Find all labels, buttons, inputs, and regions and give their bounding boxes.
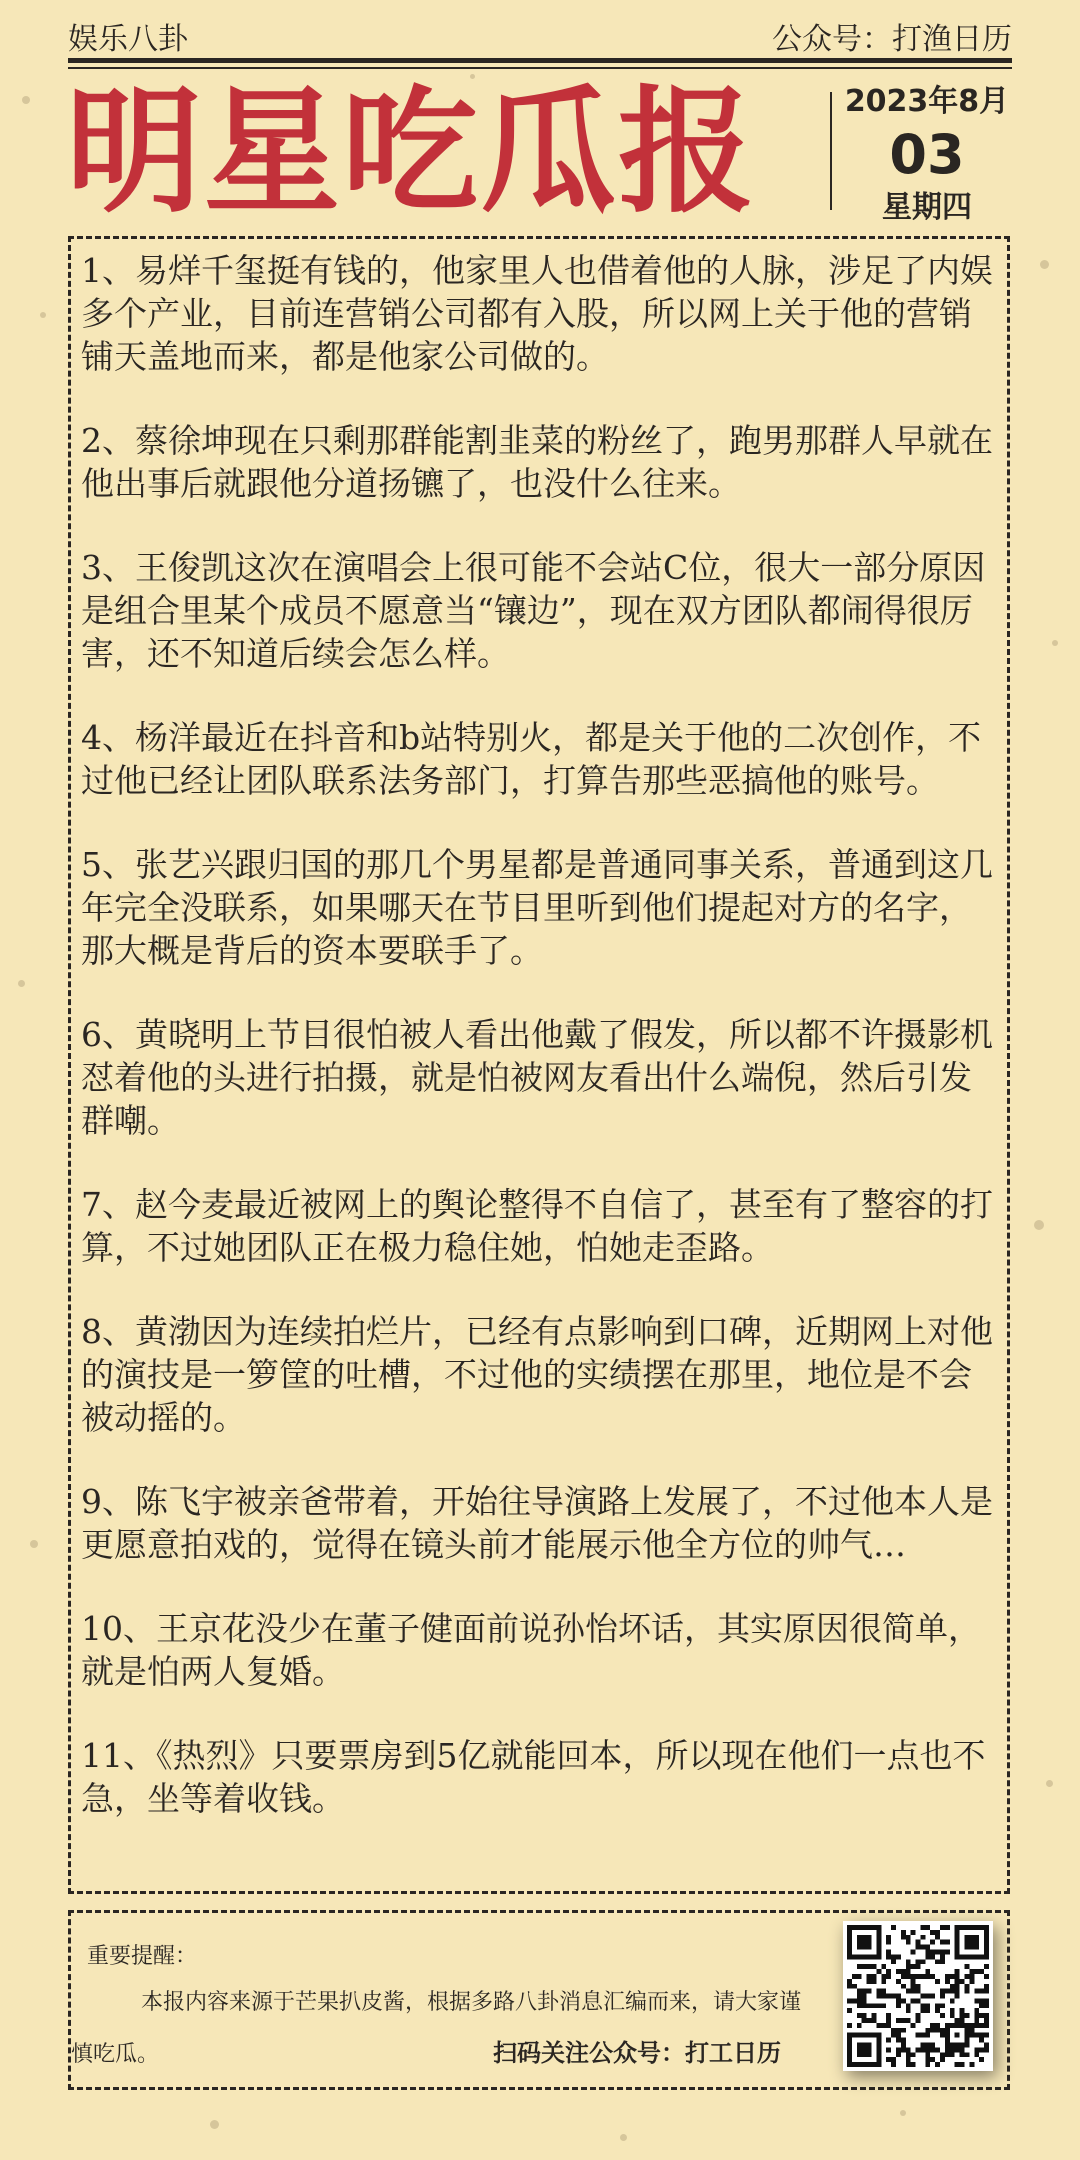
date-year-month: 2023年8月	[844, 84, 1010, 119]
news-list	[68, 236, 1010, 1894]
date-day: 03	[889, 123, 965, 186]
masthead-divider	[830, 92, 832, 210]
date-box	[842, 78, 1012, 228]
qr-code-icon[interactable]	[843, 1921, 993, 2071]
header-rule-thick	[68, 58, 1012, 63]
section-label: 娱乐八卦	[68, 22, 188, 57]
account-label: 公众号：打渔日历	[772, 22, 1012, 57]
news-item: 5、张艺兴跟归国的那几个男星都是普通同事关系，普通到这几年完全没联系，如果哪天在节目里听到他们提起对方的名字，那大概是背后的资本要联手了。	[81, 845, 993, 970]
notice-box	[68, 1910, 1010, 2090]
top-bar	[68, 14, 1012, 58]
news-item: 7、赵今麦最近被网上的舆论整得不自信了，甚至有了整容的打算，不过她团队正在极力稳住她，怕她走歪路。	[81, 1185, 993, 1267]
qr-code-graphic	[847, 1925, 989, 2067]
news-item: 4、杨洋最近在抖音和b站特别火，都是关于他的二次创作，不过他已经让团队联系法务部门，打算告那些恶搞他的账号。	[81, 718, 982, 800]
scan-cta: 扫码关注公众号：打工日历	[493, 2039, 781, 2067]
news-item: 9、陈飞宇被亲爸带着，开始往导演路上发展了，不过他本人是更愿意拍戏的，觉得在镜头前才能展示他全方位的帅气…	[81, 1482, 993, 1564]
header-rule-thin	[68, 67, 1012, 69]
news-item: 3、王俊凯这次在演唱会上很可能不会站C位，很大一部分原因是组合里某个成员不愿意当“镶边”，现在双方团队都闹得很厉害，还不知道后续会怎么样。	[81, 548, 986, 673]
masthead-title: 明星吃瓜报	[66, 74, 756, 232]
news-item: 1、易烊千玺挺有钱的，他家里人也借着他的人脉，涉足了内娱多个产业，目前连营销公司都有入股，所以网上关于他的营销铺天盖地而来，都是他家公司做的。	[81, 251, 993, 376]
notice-title: 重要提醒：	[87, 1944, 198, 1969]
news-item: 10、王京花没少在董子健面前说孙怡坏话，其实原因很简单，就是怕两人复婚。	[81, 1609, 981, 1691]
notice-body: 本报内容来源于芒果扒皮酱，根据多路八卦消息汇编而来，请大家谨慎吃瓜。	[71, 1990, 802, 2067]
news-item: 11、《热烈》只要票房到5亿就能回本，所以现在他们一点也不急，坐等着收钱。	[81, 1736, 986, 1818]
news-item: 6、黄晓明上节目很怕被人看出他戴了假发，所以都不许摄影机怼着他的头进行拍摄，就是怕被网友看出什么端倪，然后引发群嘲。	[81, 1015, 993, 1140]
date-weekday: 星期四	[882, 190, 972, 225]
news-item: 2、蔡徐坤现在只剩那群能割韭菜的粉丝了，跑男那群人早就在他出事后就跟他分道扬镳了，也没什么往来。	[81, 421, 993, 503]
news-item: 8、黄渤因为连续拍烂片，已经有点影响到口碑，近期网上对他的演技是一箩筐的吐槽，不过他的实绩摆在那里，地位是不会被动摇的。	[81, 1312, 993, 1437]
